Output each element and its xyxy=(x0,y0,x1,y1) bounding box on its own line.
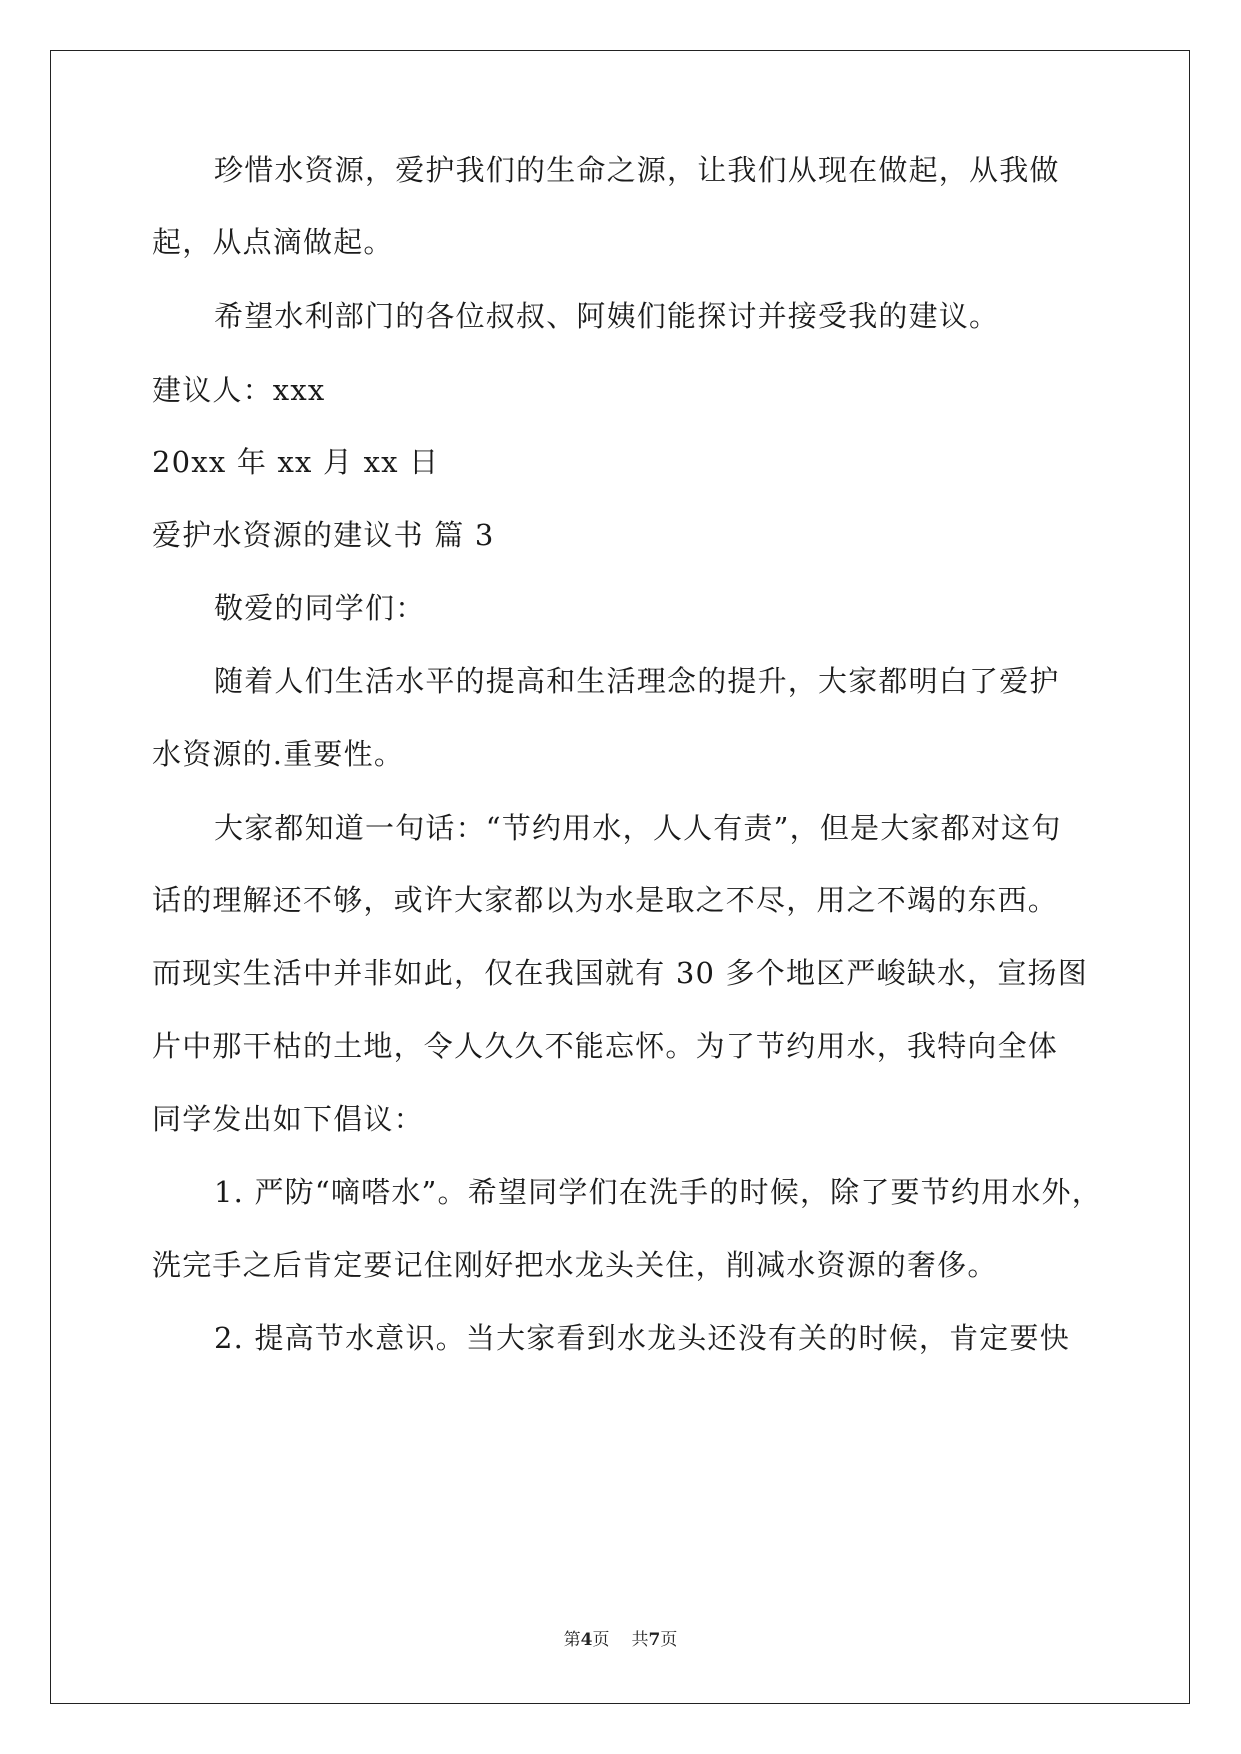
paragraph-line: 大家都知道一句话：“节约用水，人人有责”，但是大家都对这句 xyxy=(214,811,1062,845)
salutation: 敬爱的同学们： xyxy=(214,591,426,625)
paragraph-line: 水资源的.重要性。 xyxy=(152,737,405,771)
signature-line: 建议人：xxx xyxy=(152,373,326,407)
paragraph-line: 同学发出如下倡议： xyxy=(152,1102,424,1136)
list-item-line: 2. 提高节水意识。当大家看到水龙头还没有关的时候，肯定要快 xyxy=(214,1321,1070,1355)
page-prefix: 第 xyxy=(563,1630,581,1650)
paragraph-line: 而现实生活中并非如此，仅在我国就有 30 多个地区严峻缺水，宣扬图 xyxy=(152,956,1088,990)
date-line: 20xx 年 xx 月 xx 日 xyxy=(152,445,440,479)
paragraph-line: 起，从点滴做起。 xyxy=(152,225,394,259)
total-prefix: 共 xyxy=(631,1630,649,1650)
total-suffix: 页 xyxy=(660,1630,678,1650)
paragraph-line: 随着人们生活水平的提高和生活理念的提升，大家都明白了爱护 xyxy=(214,664,1060,698)
list-item-line: 洗完手之后肯定要记住刚好把水龙头关住，削减水资源的奢侈。 xyxy=(152,1248,998,1282)
list-item-line: 1. 严防“嘀嗒水”。希望同学们在洗手的时候，除了要节约用水外， xyxy=(214,1175,1102,1209)
paragraph-line: 珍惜水资源，爱护我们的生命之源，让我们从现在做起，从我做 xyxy=(214,153,1060,187)
page-footer xyxy=(0,1628,1241,1652)
section-title: 爱护水资源的建议书 篇 3 xyxy=(152,518,495,552)
paragraph-line: 话的理解还不够，或许大家都以为水是取之不尽，用之不竭的东西。 xyxy=(152,883,1059,917)
page-number: 4 xyxy=(580,1630,593,1650)
paragraph-line: 希望水利部门的各位叔叔、阿姨们能探讨并接受我的建议。 xyxy=(214,299,1000,333)
page-suffix: 页 xyxy=(592,1630,610,1650)
paragraph-line: 片中那干枯的土地，令人久久不能忘怀。为了节约用水，我特向全体 xyxy=(152,1029,1059,1063)
total-pages: 7 xyxy=(648,1630,661,1650)
